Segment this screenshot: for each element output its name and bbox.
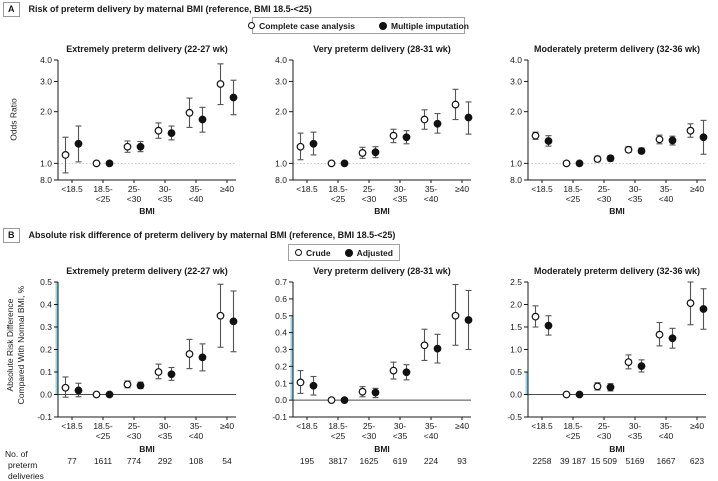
panel-b-y-axis-label-line2: Compared With Normal BMI, %: [16, 285, 26, 405]
svg-text:Moderately preterm delivery (3: Moderately preterm delivery (32-36 wk): [533, 266, 701, 276]
legend-item-multiple-imputation: [379, 21, 469, 31]
chart-a-very-preterm: [243, 40, 478, 223]
chart-b3-svg: [478, 262, 713, 480]
svg-text:4.0: 4.0: [275, 55, 287, 65]
svg-text:<35: <35: [627, 194, 643, 204]
svg-text:<35: <35: [157, 194, 173, 204]
legend-label: Crude: [306, 247, 331, 258]
svg-text:54: 54: [222, 456, 232, 466]
counts-row-label: [5, 449, 44, 481]
svg-text:619: 619: [392, 456, 408, 466]
svg-text:-0.1: -0.1: [37, 412, 52, 422]
svg-text:18.5-: 18.5-: [328, 421, 348, 431]
svg-text:3.0: 3.0: [510, 76, 522, 87]
svg-text:25-: 25-: [362, 184, 376, 194]
svg-text:BMI: BMI: [139, 444, 155, 454]
svg-text:0.2: 0.2: [275, 361, 287, 372]
svg-text:30-: 30-: [628, 421, 642, 431]
svg-text:<30: <30: [361, 194, 377, 204]
filled-circle-icon: [345, 249, 353, 257]
svg-text:0.6: 0.6: [275, 293, 287, 304]
svg-text:≥40: ≥40: [219, 184, 235, 194]
svg-text:2.0: 2.0: [275, 106, 287, 117]
svg-text:0.4: 0.4: [40, 299, 52, 310]
svg-text:35-: 35-: [659, 421, 673, 431]
svg-text:25-: 25-: [597, 184, 611, 194]
svg-text:<25: <25: [565, 194, 581, 204]
svg-text:0.7: 0.7: [275, 277, 287, 287]
panel-b-y-axis-label-line1: Absolute Risk Difference: [4, 298, 15, 392]
chart-a-moderately-preterm: [478, 40, 713, 223]
svg-text:5169: 5169: [625, 456, 645, 466]
svg-text:25-: 25-: [127, 421, 141, 431]
svg-text:1.0: 1.0: [40, 158, 52, 169]
svg-text:0.5: 0.5: [40, 277, 52, 287]
panel-b-charts-row: [8, 262, 713, 481]
svg-text:1611: 1611: [93, 456, 113, 466]
svg-text:<18.5: <18.5: [531, 421, 553, 431]
svg-text:<25: <25: [330, 431, 346, 441]
svg-text:-0.5: -0.5: [507, 412, 522, 422]
svg-text:4.0: 4.0: [510, 55, 522, 65]
svg-text:30-: 30-: [158, 421, 172, 431]
svg-text:0.3: 0.3: [275, 344, 287, 355]
svg-text:35-: 35-: [424, 184, 438, 194]
svg-text:<25: <25: [565, 431, 581, 441]
svg-text:2258: 2258: [532, 456, 552, 466]
svg-text:1.0: 1.0: [275, 158, 287, 169]
svg-text:<40: <40: [188, 431, 204, 441]
chart-b-moderately-preterm: [478, 262, 713, 481]
svg-text:774: 774: [126, 456, 142, 466]
svg-text:<35: <35: [157, 431, 173, 441]
panel-a-y-axis-label: Odds Ratio: [8, 98, 19, 141]
svg-text:0.0: 0.0: [510, 389, 522, 400]
svg-text:8.0: 8.0: [275, 175, 287, 185]
svg-text:BMI: BMI: [374, 206, 390, 216]
svg-text:≥40: ≥40: [454, 184, 470, 194]
svg-text:292: 292: [157, 456, 173, 466]
svg-text:623: 623: [689, 456, 705, 466]
svg-text:BMI: BMI: [374, 444, 390, 454]
svg-text:<18.5: <18.5: [61, 184, 83, 194]
svg-text:<30: <30: [126, 431, 142, 441]
svg-text:Extremely preterm delivery (22: Extremely preterm delivery (22-27 wk): [66, 44, 228, 54]
svg-text:0.2: 0.2: [40, 344, 52, 355]
panel-b-letter: B: [3, 228, 20, 243]
svg-text:30-: 30-: [158, 184, 172, 194]
filled-circle-icon: [379, 22, 387, 30]
svg-text:0.5: 0.5: [275, 310, 287, 321]
chart-b-very-preterm: [243, 262, 478, 481]
svg-text:2.0: 2.0: [40, 106, 52, 117]
svg-text:3.0: 3.0: [275, 76, 287, 87]
svg-text:Very preterm delivery (28-31 w: Very preterm delivery (28-31 wk): [313, 44, 451, 54]
svg-text:<18.5: <18.5: [61, 421, 83, 431]
svg-text:0.3: 0.3: [40, 322, 52, 332]
chart-a-extremely-preterm: [8, 40, 243, 223]
svg-text:0.0: 0.0: [275, 395, 287, 406]
svg-text:<18.5: <18.5: [296, 184, 318, 194]
svg-text:2.0: 2.0: [510, 106, 522, 117]
counts-row-label-line2: preterm: [8, 460, 38, 471]
svg-text:1.0: 1.0: [510, 158, 522, 169]
svg-text:<35: <35: [392, 431, 408, 441]
panel-a-title: Risk of preterm delivery by maternal BMI (reference, BMI 18.5-<25): [28, 4, 312, 14]
svg-text:1.5: 1.5: [510, 322, 522, 332]
svg-text:BMI: BMI: [609, 444, 625, 454]
panel-a-letter: A: [3, 2, 20, 17]
legend-item-complete-case: [248, 21, 355, 31]
svg-text:0.5: 0.5: [510, 367, 522, 377]
svg-text:1667: 1667: [656, 456, 676, 466]
svg-text:8.0: 8.0: [40, 175, 52, 185]
open-circle-icon: [248, 22, 255, 29]
svg-text:18.5-: 18.5-: [563, 421, 583, 431]
chart-a2-svg: [243, 40, 478, 218]
panel-a-charts-row: [8, 40, 713, 223]
svg-text:<40: <40: [423, 431, 439, 441]
panel-b-title: Absolute risk difference of preterm delivery by maternal BMI (reference, BMI 18.5-<25): [28, 230, 396, 240]
svg-text:≥40: ≥40: [689, 184, 705, 194]
chart-b2-svg: [243, 262, 478, 480]
svg-text:1625: 1625: [359, 456, 379, 466]
svg-text:25-: 25-: [362, 421, 376, 431]
svg-text:77: 77: [67, 456, 77, 466]
svg-text:<30: <30: [596, 431, 612, 441]
svg-text:0.1: 0.1: [40, 367, 52, 377]
svg-text:BMI: BMI: [139, 206, 155, 216]
legend-item-crude: [295, 248, 331, 258]
svg-text:Extremely preterm delivery (22: Extremely preterm delivery (22-27 wk): [66, 266, 228, 276]
svg-text:8.0: 8.0: [510, 175, 522, 185]
svg-text:18.5-: 18.5-: [93, 421, 113, 431]
svg-text:2.5: 2.5: [510, 277, 522, 287]
svg-text:35-: 35-: [424, 421, 438, 431]
svg-text:Moderately preterm delivery (3: Moderately preterm delivery (32-36 wk): [533, 44, 701, 54]
svg-text:35-: 35-: [189, 421, 203, 431]
svg-text:3.0: 3.0: [40, 76, 52, 87]
svg-text:-0.1: -0.1: [272, 412, 287, 422]
chart-a3-svg: [478, 40, 713, 218]
open-circle-icon: [295, 249, 302, 256]
svg-text:≥40: ≥40: [454, 421, 470, 431]
svg-text:93: 93: [457, 456, 467, 466]
svg-text:195: 195: [299, 456, 315, 466]
svg-text:25-: 25-: [127, 184, 141, 194]
svg-text:30-: 30-: [393, 421, 407, 431]
legend-item-adjusted: [345, 248, 393, 258]
svg-text:30-: 30-: [393, 184, 407, 194]
legend-label: Adjusted: [356, 247, 393, 258]
svg-text:<40: <40: [658, 194, 674, 204]
panel-b-legend: [288, 244, 400, 261]
svg-text:≥40: ≥40: [219, 421, 235, 431]
counts-row-label-line3: deliveries: [8, 471, 44, 481]
svg-text:<25: <25: [95, 194, 111, 204]
chart-a1-svg: [8, 40, 243, 218]
svg-text:<25: <25: [95, 431, 111, 441]
svg-text:<40: <40: [188, 194, 204, 204]
svg-text:4.0: 4.0: [40, 55, 52, 65]
svg-text:<30: <30: [361, 431, 377, 441]
svg-text:0.4: 0.4: [275, 327, 287, 338]
svg-text:<18.5: <18.5: [531, 184, 553, 194]
svg-text:<35: <35: [627, 431, 643, 441]
svg-text:<25: <25: [330, 194, 346, 204]
svg-text:18.5-: 18.5-: [328, 184, 348, 194]
svg-text:<18.5: <18.5: [296, 421, 318, 431]
svg-text:108: 108: [188, 456, 204, 466]
svg-text:BMI: BMI: [609, 206, 625, 216]
panel-a-header: [3, 2, 312, 17]
svg-text:3817: 3817: [328, 456, 348, 466]
svg-text:≥40: ≥40: [689, 421, 705, 431]
svg-text:35-: 35-: [189, 184, 203, 194]
panel-a-legend: [252, 17, 469, 34]
svg-text:0.0: 0.0: [40, 389, 52, 400]
svg-text:35-: 35-: [659, 184, 673, 194]
svg-text:<30: <30: [126, 194, 142, 204]
svg-text:18.5-: 18.5-: [563, 184, 583, 194]
svg-text:15 509: 15 509: [591, 456, 617, 466]
svg-text:1.0: 1.0: [510, 344, 522, 355]
svg-text:30-: 30-: [628, 184, 642, 194]
legend-label: Complete case analysis: [259, 20, 355, 31]
svg-text:Very preterm delivery (28-31 w: Very preterm delivery (28-31 wk): [313, 266, 451, 276]
svg-text:<40: <40: [658, 431, 674, 441]
svg-text:2.0: 2.0: [510, 299, 522, 310]
legend-label: Multiple imputation: [391, 20, 469, 31]
svg-text:<35: <35: [392, 194, 408, 204]
counts-row-label-line1: No. of: [5, 449, 28, 459]
svg-text:39 187: 39 187: [560, 456, 586, 466]
svg-text:18.5-: 18.5-: [93, 184, 113, 194]
chart-b1-svg: [8, 262, 243, 480]
panel-b-header: [3, 228, 395, 243]
svg-text:25-: 25-: [597, 421, 611, 431]
svg-text:224: 224: [423, 456, 439, 466]
svg-text:<30: <30: [596, 194, 612, 204]
svg-text:0.1: 0.1: [275, 378, 287, 389]
svg-text:<40: <40: [423, 194, 439, 204]
